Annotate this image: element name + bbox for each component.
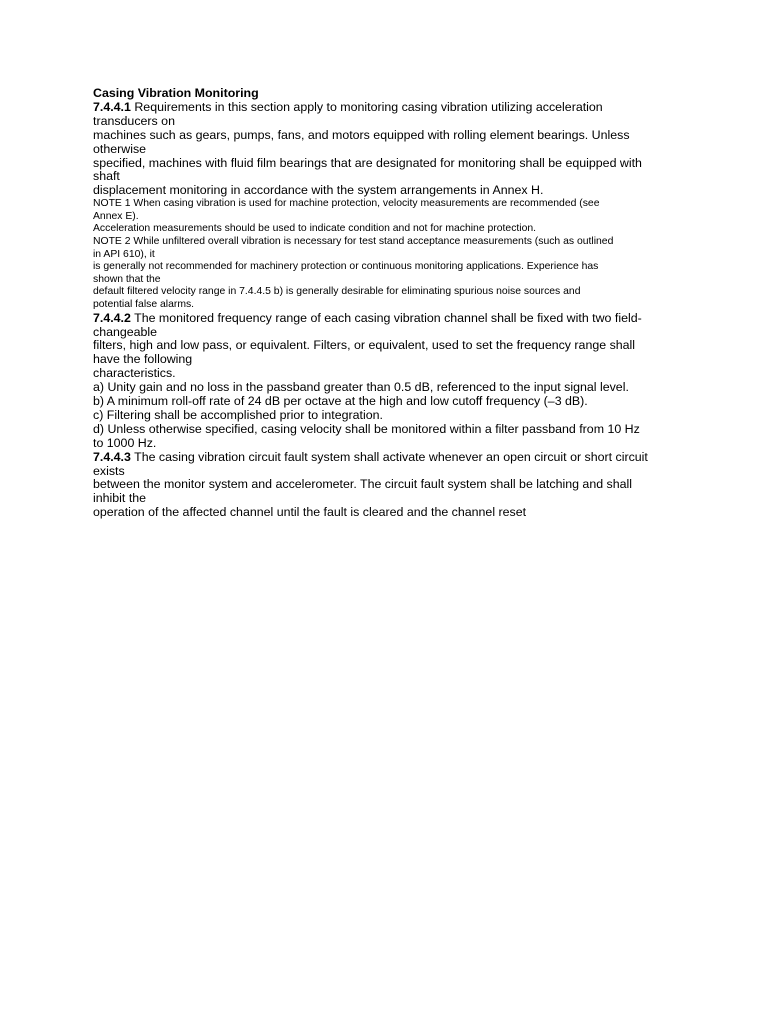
body-line bbox=[93, 492, 683, 506]
line-text: Acceleration measurements should be used to indicate condition and not for machine protection. bbox=[93, 223, 537, 235]
body-line bbox=[93, 184, 683, 198]
body-line bbox=[93, 170, 683, 184]
body-line bbox=[93, 143, 683, 157]
clause-number: 7.4.4.3 bbox=[93, 449, 131, 464]
body-line bbox=[93, 115, 683, 129]
line-text: is generally not recommended for machinery protection or continuous monitoring applications. Experience has bbox=[93, 261, 599, 273]
line-text: specified, machines with fluid film bearings that are designated for monitoring shall be equipped with bbox=[93, 155, 642, 170]
line-text: characteristics. bbox=[93, 366, 176, 381]
line-text: otherwise bbox=[93, 141, 147, 156]
line-text: filters, high and low pass, or equivalent. Filters, or equivalent, used to set the frequency range shall bbox=[93, 338, 636, 353]
clause-number: 7.4.4.1 bbox=[93, 99, 131, 114]
note-line bbox=[93, 223, 683, 236]
body-line bbox=[93, 478, 683, 492]
clause-number: 7.4.4.2 bbox=[93, 310, 131, 325]
line-text: operation of the affected channel until the fault is cleared and the channel reset bbox=[93, 505, 527, 520]
line-text: a) Unity gain and no loss in the passband greater than 0.5 dB, referenced to the input signal level. bbox=[93, 380, 629, 395]
clause-line bbox=[93, 451, 683, 465]
clause-line bbox=[93, 312, 683, 326]
body-line bbox=[93, 506, 683, 520]
body-line bbox=[93, 381, 683, 395]
line-text: displacement monitoring in accordance with the system arrangements in Annex H. bbox=[93, 183, 544, 198]
document-page bbox=[93, 87, 683, 520]
clause-line bbox=[93, 101, 683, 115]
body-line bbox=[93, 353, 683, 367]
body-line bbox=[93, 395, 683, 409]
line-text: changeable bbox=[93, 324, 158, 339]
note-line bbox=[93, 286, 683, 299]
body-line bbox=[93, 437, 683, 451]
body-line bbox=[93, 339, 683, 353]
note-line bbox=[93, 198, 683, 211]
line-text: Requirements in this section apply to monitoring casing vibration utilizing acceleration bbox=[130, 99, 603, 114]
body-line bbox=[93, 367, 683, 381]
note-line bbox=[93, 261, 683, 274]
line-text: default filtered velocity range in 7.4.4.5 b) is generally desirable for eliminating spurious noise sources and bbox=[93, 286, 581, 298]
line-text: The monitored frequency range of each casing vibration channel shall be fixed with two field- bbox=[130, 310, 642, 325]
line-text: inhibit the bbox=[93, 491, 147, 506]
body-line bbox=[93, 326, 683, 340]
line-text: between the monitor system and accelerometer. The circuit fault system shall be latching and shall bbox=[93, 477, 633, 492]
line-text: NOTE 2 While unfiltered overall vibration is necessary for test stand acceptance measurements (such as outlined bbox=[93, 236, 614, 248]
line-text: machines such as gears, pumps, fans, and motors equipped with rolling element bearings. Unless bbox=[93, 127, 630, 142]
line-text: Annex E). bbox=[93, 210, 139, 222]
note-line bbox=[93, 236, 683, 249]
note-line bbox=[93, 211, 683, 224]
body-line bbox=[93, 465, 683, 479]
line-text: d) Unless otherwise specified, casing velocity shall be monitored within a filter passband from 10 Hz bbox=[93, 421, 640, 436]
note-line bbox=[93, 249, 683, 262]
line-text: have the following bbox=[93, 352, 193, 367]
line-text: potential false alarms. bbox=[93, 299, 195, 310]
line-text: exists bbox=[93, 463, 125, 478]
note-line bbox=[93, 274, 683, 287]
line-text: shown that the bbox=[93, 273, 161, 285]
line-text: b) A minimum roll-off rate of 24 dB per octave at the high and low cutoff frequency (–3 dB). bbox=[93, 394, 588, 409]
line-text: NOTE 1 When casing vibration is used for machine protection, velocity measurements are recommended (see bbox=[93, 198, 600, 210]
line-text: to 1000 Hz. bbox=[93, 435, 157, 450]
line-text: in API 610), it bbox=[93, 248, 155, 260]
line-text: transducers on bbox=[93, 113, 175, 128]
line-text: shaft bbox=[93, 169, 120, 184]
body-line bbox=[93, 423, 683, 437]
body-line bbox=[93, 409, 683, 423]
body-line bbox=[93, 129, 683, 143]
document-title: Casing Vibration Monitoring bbox=[93, 86, 259, 100]
line-text: The casing vibration circuit fault system shall activate whenever an open circuit or short circuit bbox=[130, 449, 648, 464]
document-body bbox=[93, 101, 683, 520]
line-text: c) Filtering shall be accomplished prior to integration. bbox=[93, 407, 383, 422]
body-line bbox=[93, 157, 683, 171]
